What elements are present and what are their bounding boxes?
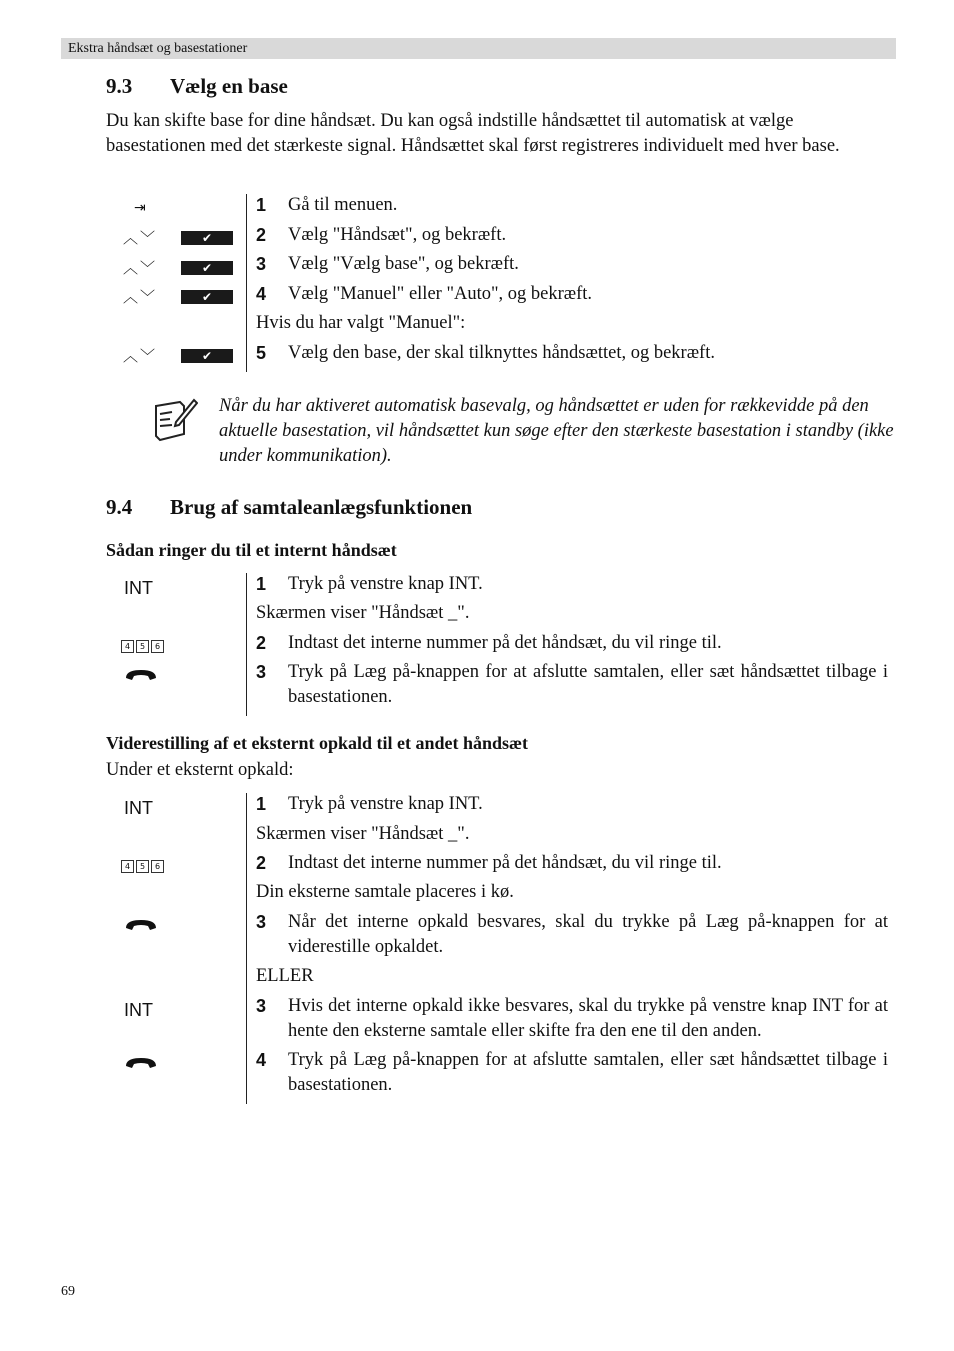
section-intro: Du kan skifte base for dine håndsæt. Du kan også indstille håndsættet til automatisk at vælge basestationen med det stærkeste signal. Håndsættet skal først registreres individuelt med hver base. bbox=[106, 111, 840, 156]
step-3a bbox=[256, 910, 888, 960]
int-key-icon: INT bbox=[124, 798, 153, 818]
step-number: 4 bbox=[256, 284, 267, 304]
ok-checkmark-icon: ✔ bbox=[181, 349, 233, 363]
step-divider bbox=[246, 194, 247, 372]
step-number: 2 bbox=[256, 225, 267, 245]
step-2 bbox=[256, 851, 888, 876]
step-number: 1 bbox=[256, 794, 267, 814]
step-text: Når det interne opkald besvares, skal du trykke på Læg på-knappen for at viderestille opkaldet. bbox=[288, 912, 888, 957]
step-text: Tryk på Læg på-knappen for at afslutte samtalen, eller sæt håndsættet tilbage i basestationen. bbox=[288, 1050, 888, 1095]
section-number: 9.3 bbox=[106, 74, 133, 98]
step-1 bbox=[256, 193, 888, 218]
step-1 bbox=[256, 572, 888, 597]
step-text: Indtast det interne nummer på det håndsæt, du vil ringe til. bbox=[288, 853, 722, 873]
keypad-digit: 5 bbox=[136, 860, 149, 873]
step-5 bbox=[256, 341, 888, 366]
keypad-icon bbox=[121, 640, 164, 653]
keypad-icon bbox=[121, 860, 164, 873]
step-divider bbox=[246, 573, 247, 716]
page-number: 69 bbox=[61, 1284, 75, 1299]
step-text: Tryk på venstre knap INT. bbox=[288, 574, 483, 594]
step-1 bbox=[256, 792, 888, 817]
step-3 bbox=[256, 660, 888, 710]
note-text: Når du har aktiveret automatisk basevalg, og håndsættet er uden for rækkevidde på den aktuelle basestation, vil håndsættet kun søge efter den stærkeste basestation i standby (ikke under kommunikation). bbox=[219, 396, 894, 466]
section-title: Vælg en base bbox=[170, 74, 288, 98]
step-text: Vælg "Vælg base", og bekræft. bbox=[288, 254, 519, 274]
step-number: 1 bbox=[256, 195, 267, 215]
step-text: Vælg "Manuel" eller "Auto", og bekræft. bbox=[288, 284, 593, 304]
step-number: 1 bbox=[256, 574, 267, 594]
step-text: Gå til menuen. bbox=[288, 195, 398, 215]
step-number: 2 bbox=[256, 633, 267, 653]
step-divider bbox=[246, 793, 247, 1104]
running-header bbox=[61, 38, 896, 59]
section-heading-9-4 bbox=[106, 495, 472, 520]
section-number: 9.4 bbox=[106, 495, 133, 519]
step-number: 2 bbox=[256, 853, 267, 873]
step-text: Tryk på Læg på-knappen for at afslutte samtalen, eller sæt håndsættet tilbage i basestationen. bbox=[288, 662, 888, 707]
step-number: 3 bbox=[256, 254, 267, 274]
up-down-arrows-icon: ︿﹀ bbox=[123, 288, 158, 306]
queue-text: Din eksterne samtale placeres i kø. bbox=[256, 882, 514, 902]
hang-up-icon bbox=[124, 918, 158, 937]
step-number: 3 bbox=[256, 662, 267, 682]
up-down-arrows-icon: ︿﹀ bbox=[123, 259, 158, 277]
step-3b bbox=[256, 994, 888, 1044]
up-down-arrows-icon: ︿﹀ bbox=[123, 347, 158, 365]
hang-up-icon bbox=[124, 1056, 158, 1075]
int-key-icon: INT bbox=[124, 578, 153, 598]
keypad-digit: 4 bbox=[121, 860, 134, 873]
step-number: 5 bbox=[256, 343, 267, 363]
ok-checkmark-icon: ✔ bbox=[181, 261, 233, 275]
or-text: ELLER bbox=[256, 966, 314, 986]
keypad-digit: 6 bbox=[151, 860, 164, 873]
hang-up-icon bbox=[124, 668, 158, 687]
running-header-text: Ekstra håndsæt og basestationer bbox=[68, 41, 248, 56]
ok-checkmark-icon: ✔ bbox=[181, 231, 233, 245]
step-3 bbox=[256, 252, 888, 277]
section-heading-9-3 bbox=[106, 74, 288, 99]
step-text: Vælg den base, der skal tilknyttes håndsættet, og bekræft. bbox=[288, 343, 715, 363]
menu-icon: ⇥ bbox=[134, 200, 146, 216]
manual-condition: Hvis du har valgt "Manuel": bbox=[256, 313, 466, 333]
step-4 bbox=[256, 1048, 888, 1098]
display-text: Skærmen viser "Håndsæt _". bbox=[256, 603, 470, 623]
keypad-digit: 4 bbox=[121, 640, 134, 653]
step-text: Vælg "Håndsæt", og bekræft. bbox=[288, 225, 507, 245]
step-text: Hvis det interne opkald ikke besvares, skal du trykke på venstre knap INT for at hente den eksterne samtale eller skifte fra den ene til den anden. bbox=[288, 996, 888, 1041]
section-title: Brug af samtaleanlægsfunktionen bbox=[170, 495, 473, 519]
up-down-arrows-icon: ︿﹀ bbox=[123, 229, 158, 247]
display-text: Skærmen viser "Håndsæt _". bbox=[256, 824, 470, 844]
keypad-digit: 6 bbox=[151, 640, 164, 653]
step-2 bbox=[256, 631, 888, 656]
step-text: Tryk på venstre knap INT. bbox=[288, 794, 483, 814]
step-4 bbox=[256, 282, 888, 307]
int-key-icon: INT bbox=[124, 1000, 153, 1020]
transfer-intro: Under et eksternt opkald: bbox=[106, 760, 294, 780]
keypad-digit: 5 bbox=[136, 640, 149, 653]
step-number: 3 bbox=[256, 912, 267, 932]
note-pencil-icon bbox=[150, 396, 198, 449]
step-2 bbox=[256, 223, 888, 248]
step-text: Indtast det interne nummer på det håndsæt, du vil ringe til. bbox=[288, 633, 722, 653]
subheading-transfer: Viderestilling af et eksternt opkald til et andet håndsæt bbox=[106, 733, 529, 753]
step-number: 3 bbox=[256, 996, 267, 1016]
step-number: 4 bbox=[256, 1050, 267, 1070]
subheading-internal-call: Sådan ringer du til et internt håndsæt bbox=[106, 540, 397, 560]
ok-checkmark-icon: ✔ bbox=[181, 290, 233, 304]
